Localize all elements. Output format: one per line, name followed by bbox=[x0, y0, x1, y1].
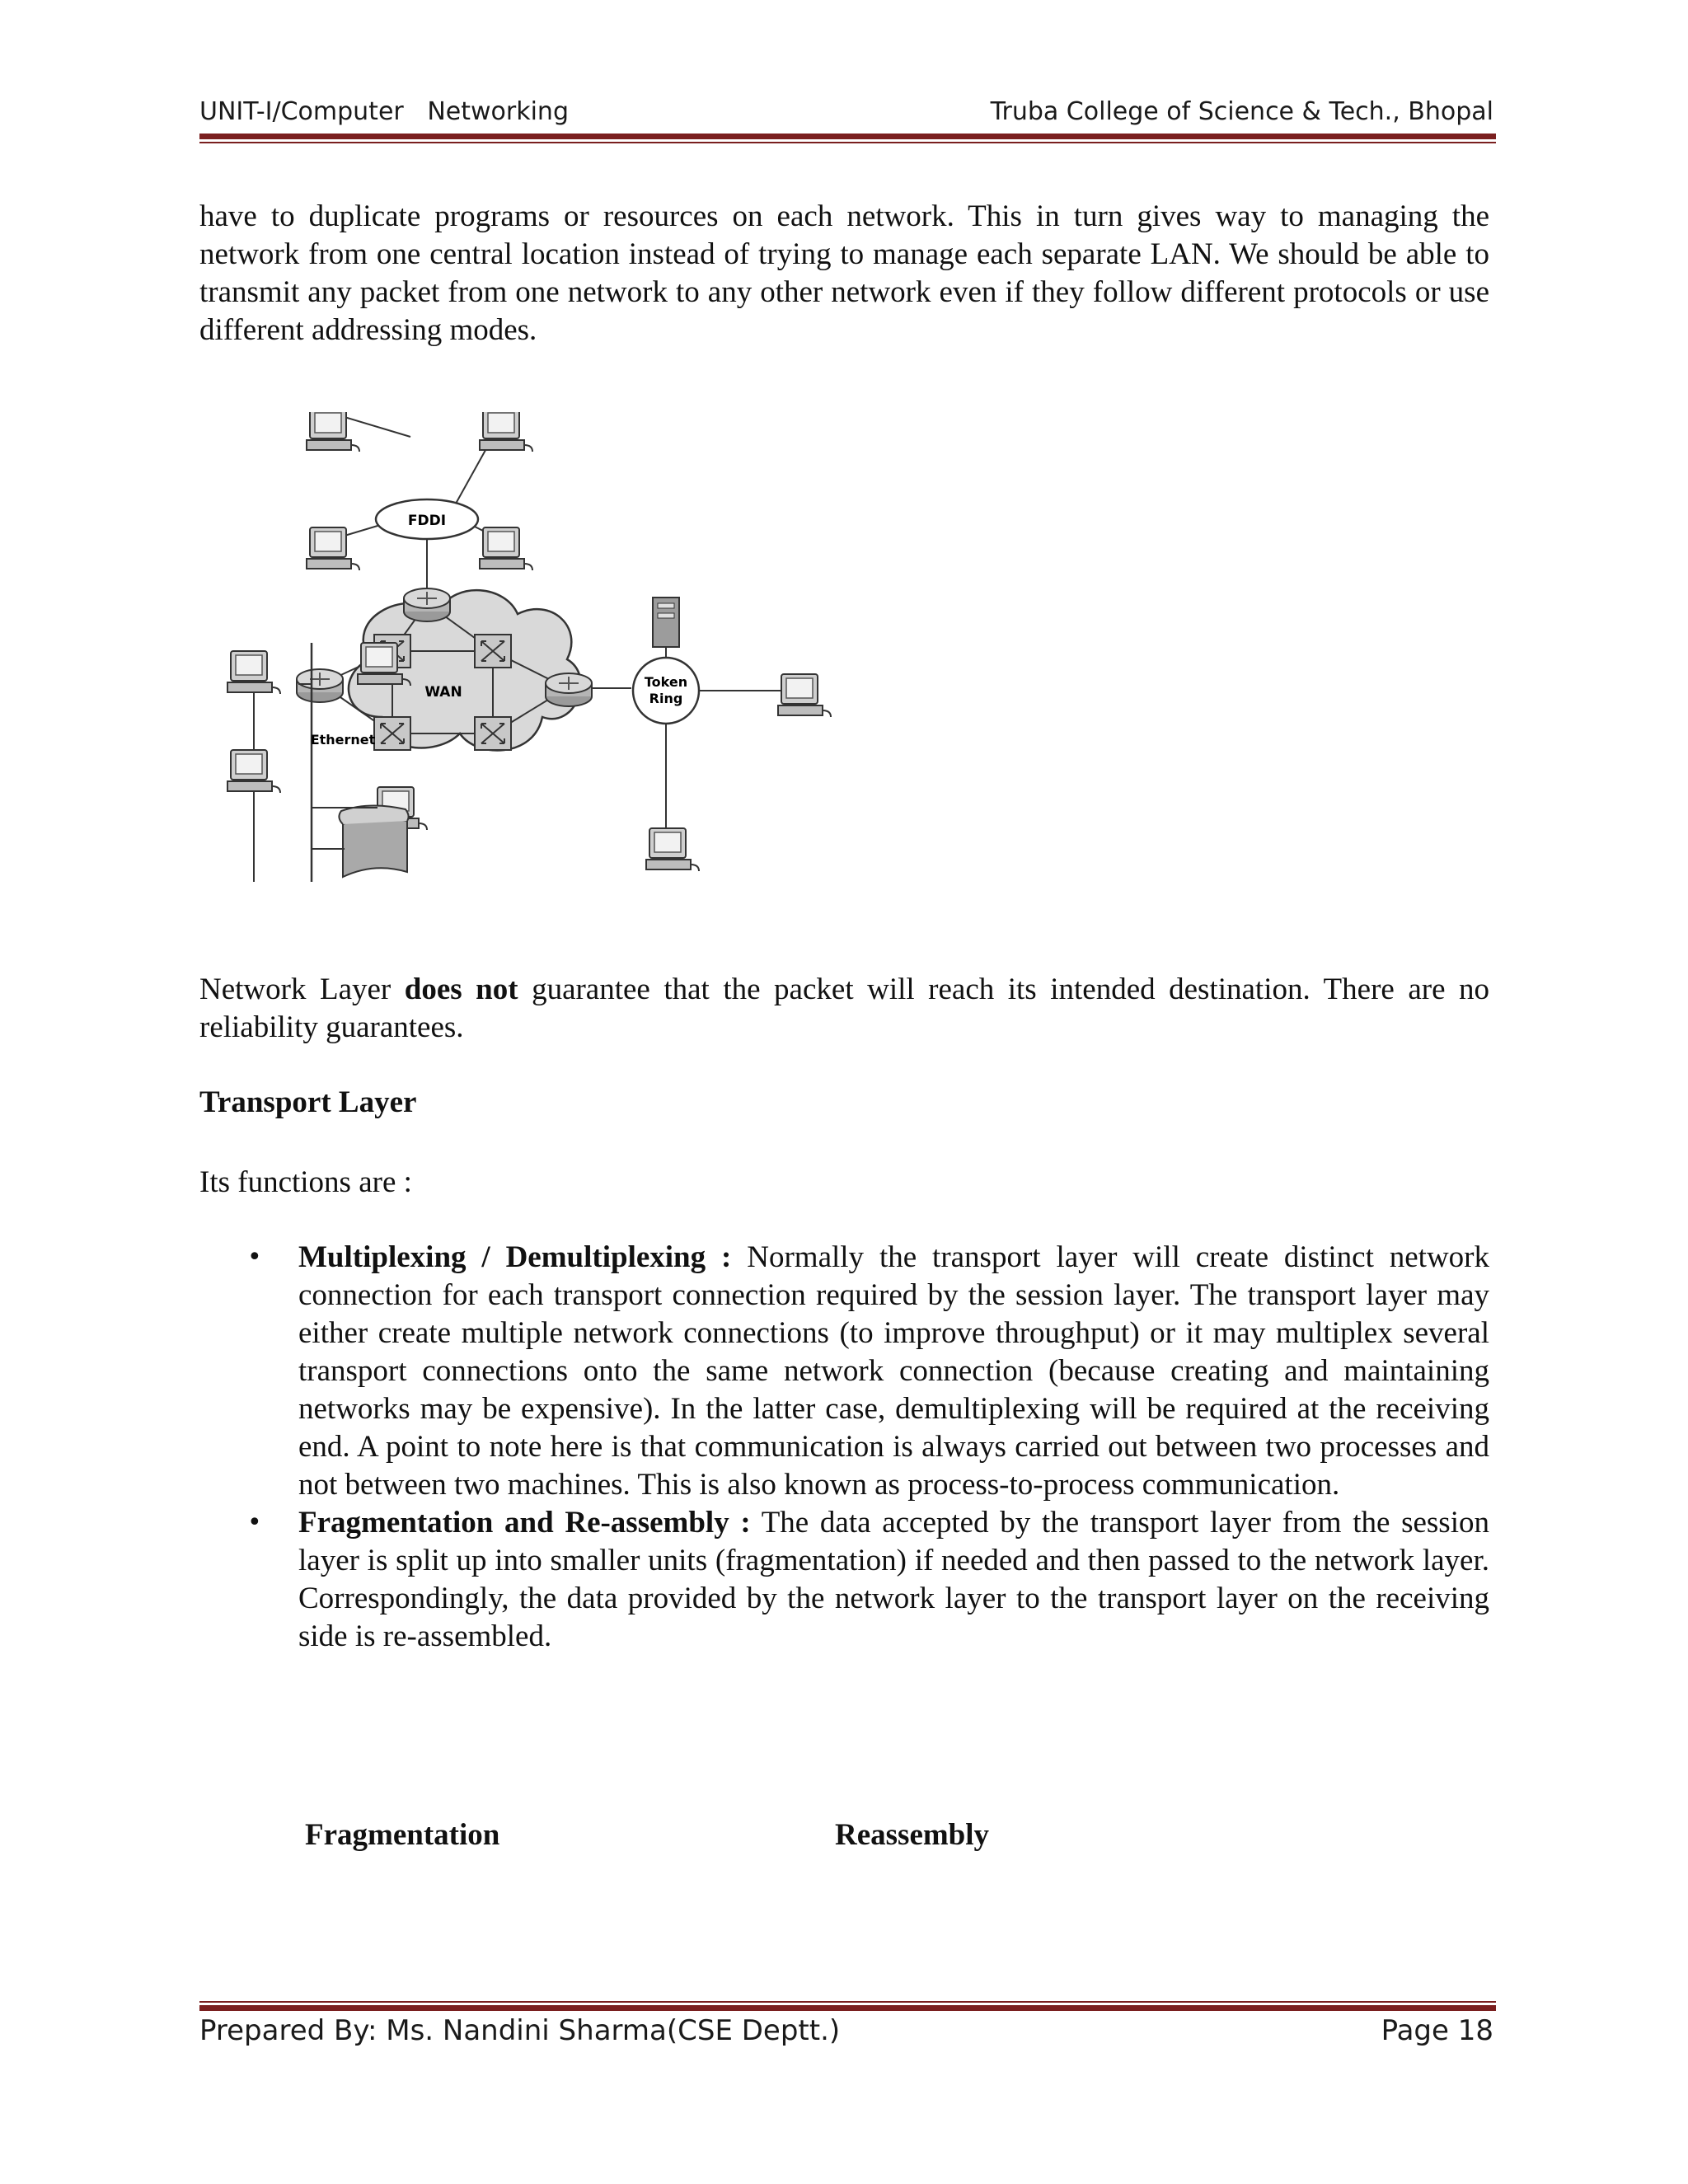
token-ring-label-line1: Token bbox=[644, 674, 688, 690]
intro-paragraph: have to duplicate programs or resources on each network. This in turn gives way to managing the network from one central location instead of trying to manage each separate LAN. We should be able to transmit any packet from one network to any other network even if they follow different protocols or use different addressing modes. bbox=[199, 199, 1489, 347]
fddi-label: FDDI bbox=[407, 513, 447, 529]
bullet-text: Normally the transport layer will create distinct network connection for each transport connection required by the session layer. The transport layer may either create multiple network connections (to improve throughput) or it may multiplex several transport connections onto the same network connection (because creating and maintaining networks may be expensive). In the latter case, demultiplexing will be required at the receiving end. A point to note here is that communication is always carried out between two processes and not between two machines. This is also known as process-to-process communication. bbox=[298, 1240, 1489, 1502]
workstation-icon bbox=[227, 750, 280, 793]
wan-cloud bbox=[297, 588, 592, 750]
token-ring-segment bbox=[592, 598, 831, 871]
bullet-title: Fragmentation and Re-assembly : bbox=[298, 1506, 751, 1540]
section-heading-transport-layer: Transport Layer bbox=[199, 1085, 417, 1119]
server-icon bbox=[653, 598, 679, 647]
bullet-icon: • bbox=[247, 1508, 262, 1537]
list-item bbox=[247, 1239, 1489, 1504]
functions-intro: Its functions are : bbox=[199, 1165, 412, 1199]
switch-icon bbox=[475, 635, 511, 668]
router-icon bbox=[297, 669, 343, 702]
note-after: guarantee that the packet will reach its intended destination. There are no reliability guarantees. bbox=[199, 972, 1489, 1044]
page-header bbox=[199, 97, 1493, 134]
workstation-icon bbox=[646, 828, 699, 871]
workstation-icon bbox=[778, 674, 831, 717]
note-bold: does not bbox=[404, 972, 518, 1006]
reassembly-heading: Reassembly bbox=[835, 1818, 990, 1852]
router-icon bbox=[404, 588, 450, 621]
header-rule bbox=[199, 134, 1496, 143]
token-ring-label-line2: Ring bbox=[649, 691, 683, 706]
internetwork-diagram bbox=[221, 412, 1078, 907]
workstation-icon bbox=[307, 412, 359, 452]
page-footer bbox=[199, 2014, 1493, 2055]
router-icon bbox=[546, 673, 592, 706]
footer-rule bbox=[199, 2001, 1496, 2011]
list-item bbox=[247, 1504, 1489, 1656]
fddi-segment bbox=[307, 412, 532, 589]
wan-label: WAN bbox=[424, 684, 462, 701]
bullet-icon: • bbox=[247, 1243, 262, 1272]
workstation-icon bbox=[480, 527, 532, 570]
ethernet-label: Ethernet bbox=[310, 732, 376, 748]
workstation-icon bbox=[227, 651, 280, 694]
transport-functions-list bbox=[247, 1239, 1489, 1656]
page-number: Page 18 bbox=[1381, 2014, 1493, 2047]
footer-author: Prepared By: Ms. Nandini Sharma(CSE Deptt.) bbox=[199, 2014, 841, 2047]
switch-icon bbox=[374, 717, 410, 750]
fragmentation-heading: Fragmentation bbox=[305, 1818, 500, 1852]
network-layer-note bbox=[199, 971, 1489, 1047]
header-unit-title: UNIT-I/Computer Networking bbox=[199, 97, 569, 126]
switch-icon bbox=[475, 717, 511, 750]
bullet-text: The data accepted by the transport layer from the session layer is split up into smaller units (fragmentation) if needed and then passed to the network layer. Correspondingly, the data provided by the network layer to the transport layer on the receiving side is re-assembled. bbox=[298, 1506, 1489, 1653]
bullet-title: Multiplexing / Demultiplexing : bbox=[298, 1240, 732, 1274]
header-college-name: Truba College of Science & Tech., Bhopal bbox=[990, 97, 1493, 126]
tape-storage-icon bbox=[339, 805, 408, 877]
note-before: Network Layer bbox=[199, 972, 405, 1006]
workstation-icon bbox=[480, 412, 532, 452]
